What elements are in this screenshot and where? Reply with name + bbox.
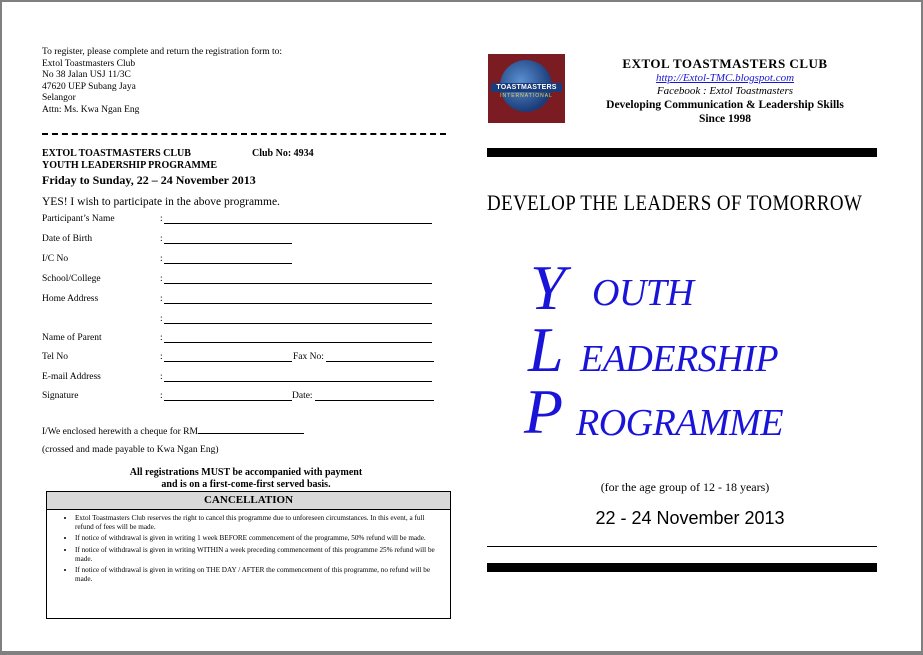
payment-note bbox=[46, 467, 446, 491]
ylp-letter-y: Y bbox=[530, 252, 566, 323]
logo-sub-text: INTERNATIONAL bbox=[500, 93, 553, 99]
cut-line bbox=[42, 133, 446, 135]
cheque-payable: (crossed and made payable to Kwa Ngan Eng) bbox=[42, 445, 219, 455]
field-label: Participant’s Name bbox=[42, 214, 115, 224]
cancellation-item: • Extol Toastmasters Club reserves the right to cancel this programme due to unforeseen circumstances. In this event, a full refund of fees will be made. bbox=[75, 514, 442, 532]
tel-line[interactable] bbox=[164, 351, 292, 362]
participant-line[interactable] bbox=[164, 213, 432, 224]
form-club-no: Club No: 4934 bbox=[252, 148, 314, 159]
cheque-text: I/We enclosed herewith a cheque for RM bbox=[42, 427, 198, 437]
divider-bar bbox=[487, 148, 877, 157]
signature-line[interactable] bbox=[164, 390, 292, 401]
cheque-amount-line[interactable] bbox=[198, 424, 304, 434]
field-label: Tel No bbox=[42, 352, 68, 362]
fax-label: Fax No: bbox=[293, 352, 324, 362]
form-programme: YOUTH LEADERSHIP PROGRAMME bbox=[42, 160, 218, 171]
cancellation-item: • If notice of withdrawal is given in writing 1 week BEFORE commencement of the programme, 50% refund will be made. bbox=[75, 534, 442, 543]
club-since: Since 1998 bbox=[698, 113, 752, 125]
tagline: DEVELOP THE LEADERS OF TOMORROW bbox=[487, 190, 863, 215]
ylp-letter-l: L bbox=[528, 314, 564, 385]
address-line: 47620 UEP Subang Jaya bbox=[42, 81, 136, 92]
field-label: Home Address bbox=[42, 294, 99, 304]
registration-address bbox=[42, 47, 402, 116]
event-dates: 22 - 24 November 2013 bbox=[595, 508, 785, 528]
address-line: No 38 Jalan USJ 11/3C bbox=[42, 70, 131, 80]
payment-note-line: and is on a first-come-first served basis. bbox=[161, 479, 331, 490]
logo-banner-text: TOASTMASTERS bbox=[496, 84, 557, 91]
ylp-word-programme: ROGRAMME bbox=[576, 402, 784, 444]
address-line-1[interactable] bbox=[164, 293, 432, 304]
club-url-link[interactable]: http://Extol-TMC.blogspot.com bbox=[655, 72, 795, 84]
address-line-2[interactable] bbox=[164, 313, 432, 324]
bottom-bar bbox=[487, 563, 877, 572]
cancellation-box bbox=[46, 491, 451, 619]
ylp-letter-p: P bbox=[524, 376, 564, 447]
address-line: Selangor bbox=[42, 93, 76, 103]
toastmasters-logo bbox=[488, 54, 565, 123]
school-line[interactable] bbox=[164, 273, 432, 284]
attn-line: Attn: Ms. Kwa Ngan Eng bbox=[42, 104, 140, 115]
cancellation-item: • If notice of withdrawal is given in writing on THE DAY / AFTER the commencement of this programme, no refund will be made. bbox=[75, 566, 442, 584]
ylp-word-leadership: EADERSHIP bbox=[580, 338, 779, 380]
field-label: Name of Parent bbox=[42, 333, 102, 343]
dob-line[interactable] bbox=[164, 233, 292, 244]
field-label: Date of Birth bbox=[42, 234, 93, 244]
cheque-line bbox=[42, 424, 304, 437]
club-name: EXTOL TOASTMASTERS CLUB bbox=[622, 56, 828, 71]
facebook-text: Facebook : Extol Toastmasters bbox=[656, 85, 794, 97]
field-label: E-mail Address bbox=[42, 372, 101, 382]
ic-line[interactable] bbox=[164, 253, 292, 264]
thin-divider bbox=[487, 546, 877, 547]
club-info bbox=[580, 56, 870, 126]
club-motto: Developing Communication & Leadership Skills bbox=[606, 99, 844, 111]
field-label: School/College bbox=[42, 274, 101, 284]
parent-line[interactable] bbox=[164, 332, 432, 343]
ylp-title bbox=[520, 252, 900, 456]
cancellation-list bbox=[47, 514, 450, 584]
age-group: (for the age group of 12 - 18 years) bbox=[600, 480, 770, 494]
email-line[interactable] bbox=[164, 371, 432, 382]
payment-note-line: All registrations MUST be accompanied with payment bbox=[129, 467, 363, 478]
form-dates: Friday to Sunday, 22 – 24 November 2013 bbox=[42, 173, 256, 187]
form-club-name: EXTOL TOASTMASTERS CLUB bbox=[42, 148, 191, 159]
address-line: Extol Toastmasters Club bbox=[42, 58, 136, 69]
ylp-word-youth: OUTH bbox=[592, 272, 694, 314]
logo-banner bbox=[491, 83, 562, 92]
cancellation-item: • If notice of withdrawal is given in writing WITHIN a week preceding commencement of this programme 25% refund will be made. bbox=[75, 546, 442, 564]
date-line[interactable] bbox=[315, 390, 434, 401]
intro-line: To register, please complete and return the registration form to: bbox=[42, 47, 283, 57]
cancellation-title: CANCELLATION bbox=[47, 492, 450, 510]
fax-line[interactable] bbox=[326, 351, 434, 362]
yes-statement: YES! I wish to participate in the above programme. bbox=[42, 196, 280, 208]
field-label: Signature bbox=[42, 391, 79, 401]
date-label: Date: bbox=[292, 391, 313, 401]
field-label: I/C No bbox=[42, 254, 69, 264]
